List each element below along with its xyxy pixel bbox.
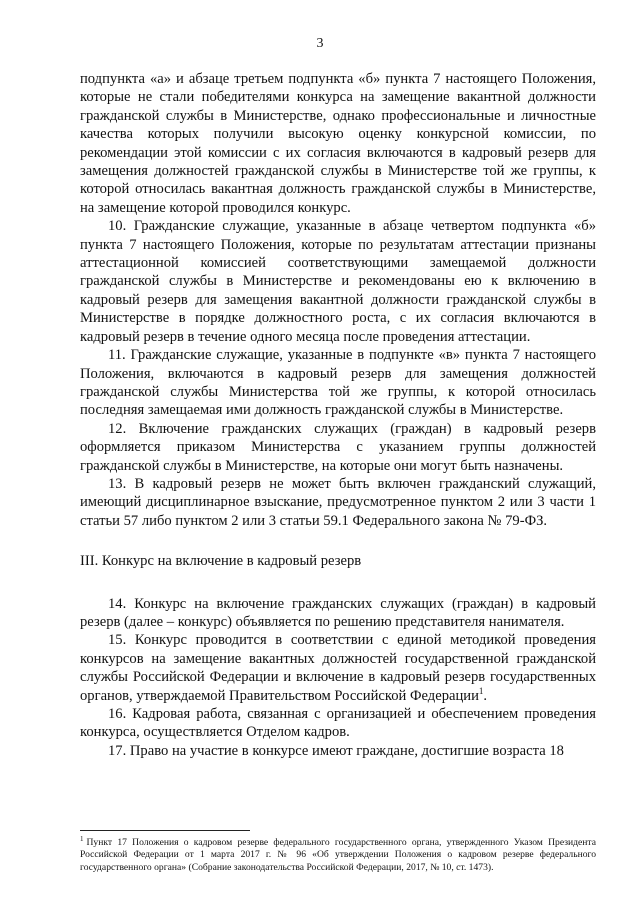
footnote [80,834,596,874]
paragraph-16: 16. Кадровая работа, связанная с организацией и обеспечением проведения конкурса, осуществляется Отделом кадров. [80,706,596,741]
paragraph-14: 14. Конкурс на включение гражданских служащих (граждан) в кадровый резерв (далее – конкурс) объявляется по решению представителя нанимателя. [80,595,596,630]
paragraph-15-tail: . [483,687,488,704]
footnote-text: Пункт 17 Положения о кадровом резерве федерального государственного органа, утвержденного Указом Президента Российской Федерации от 1 марта 2017 г. № 96 «Об утверждении Положения о кадровом резерве федерального государственного органа» (Собрание законодательства Российской Федерации, 2017, № 10, ст. 1473). [80,837,596,873]
paragraph-15 [80,631,596,705]
paragraph-12: 12. Включение гражданских служащих (граждан) в кадровый резерв оформляется приказом Министерства с указанием группы должностей гражданской службы в Министерстве, на которые они могут быть назначены. [80,420,596,474]
paragraph-17: 17. Право на участие в конкурсе имеют граждане, достигшие возраста 18 [108,742,564,759]
paragraph-10: 10. Гражданские служащие, указанные в абзаце четвертом подпункта «б» пункта 7 настоящего Положения, которые по результатам аттестации признаны аттестационной комиссией соответствующими замещаемой должности гражданской службы в Министерстве и рекомендованы ею к включению в кадровый резерв для замещения вакантной должности гражданской службы в Министерстве в порядке должностного роста, с их согласия включаются в кадровый резерв в течение одного месяца после проведения аттестации. [80,218,596,345]
paragraph-13: 13. В кадровый резерв не может быть включен гражданский служащий, имеющий дисциплинарное взыскание, предусмотренное пунктом 2 или 3 части 1 статьи 57 либо пунктом 2 или 3 статьи 59.1 Федерального закона № 79-ФЗ. [80,475,596,529]
footnote-mark: 1 [80,834,84,843]
page-number: 3 [316,36,324,51]
footnote-reference[interactable]: 1 [478,685,484,696]
paragraph-9-continuation: подпункта «а» и абзаце третьем подпункта «б» пункта 7 настоящего Положения, которые не стали победителями конкурса на замещение вакантной должности гражданской службы в Министерстве, однако профессиональные и личностные качества которых получили высокую оценку конкурсной комиссии, по рекомендации этой комиссии с их согласия включаются в кадровый резерв для замещения должностей гражданской службы в Министерстве той же группы, к которой относилась вакантная должность гражданской службы в Министерстве, на замещение которой проводился конкурс. [80,71,596,216]
document-body [80,70,596,760]
paragraph-11: 11. Гражданские служащие, указанные в подпункте «в» пункта 7 настоящего Положения, включаются в кадровый резерв для замещения должностей гражданской службы Министерства той же группы, к которой относилась последняя замещаемая ими должность гражданской службы в Министерстве. [80,347,596,419]
paragraph-15-text: 15. Конкурс проводится в соответствии с единой методикой проведения конкурсов на замещение вакантных должностей государственной гражданской службы Российской Федерации и включение в кадровый резерв государственных органов, утверждаемой Правительством Российской Федерации [80,632,596,704]
section-heading: III. Конкурс на включение в кадровый резерв [80,553,362,570]
footnote-divider [80,830,250,831]
